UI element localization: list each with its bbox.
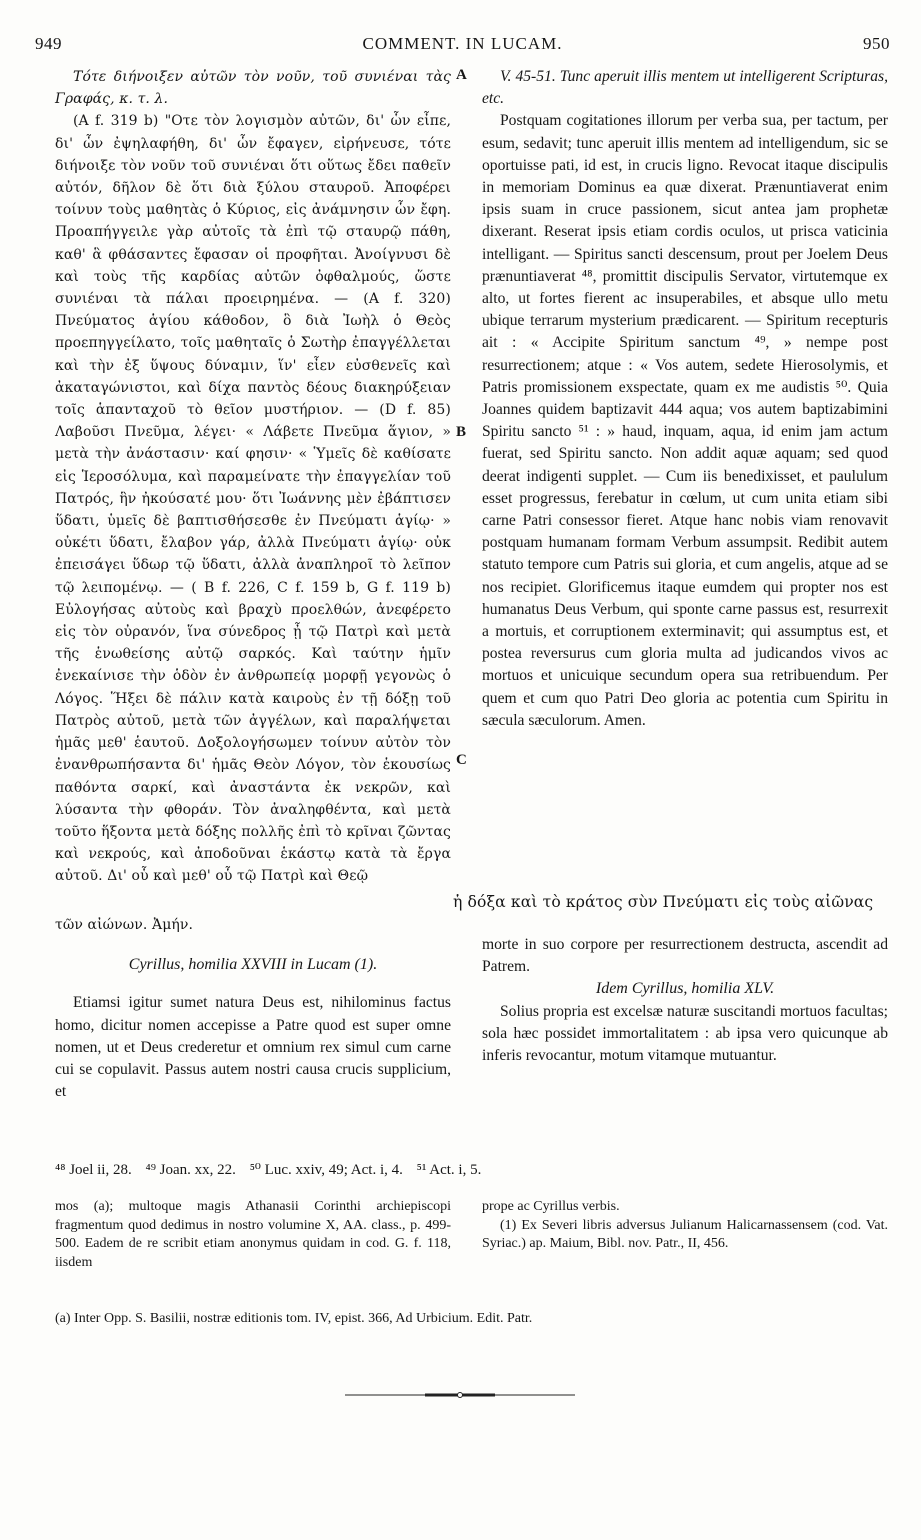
- left-column-lower: [55, 914, 451, 1103]
- latin-lemma: V. 45-51. Tunc aperuit illis mentem ut intelligerent Scripturas, etc.: [482, 68, 888, 108]
- margin-mark-c: C: [456, 752, 467, 768]
- greek-doxology-end: τῶν αἰώνων. Ἀμήν.: [55, 917, 194, 933]
- running-header: [35, 34, 890, 58]
- footnote-left: [55, 1198, 451, 1272]
- latin-continuation: morte in suo corpore per resurrectionem destructa, ascendit ad Patrem.: [482, 936, 888, 976]
- editor-note-text: (a) Inter Opp. S. Basilii, nostræ editionis tom. IV, epist. 366, Ad Urbicium. Edit. Patr.: [55, 1311, 533, 1326]
- latin-commentary: Postquam cogitationes illorum per verba sua, per tactum, per esum, sedavit; tunc aperuit illis mentem ad intelligendum, sic se oportuisse pati, id est, in crucis ligno. Revocat itaque discipulis in memoriam Dominus ea quæ dixerat. Prænuntiaverat enim ipsis suam in cruce passionem, sicut antea jam prophetæ dixerant. Reserat ipsis etiam cordis oculos, ut prisca vaticinia intelligant. — Spiritus sancti descensum, prout per Joelem Deus prænuntiaverat ⁴⁸, promittit discipulis Servator, virtutemque ex alto, ut fortes fierent ac insuperabiles, et absque ullo metu ubique terrarum mysterium prædicarent. — Spiritum recepturis ait : « Accipite Spiritum sanctum ⁴⁹, » nempe post resurrectionem; atque : « Vos autem, sedete Hierosolymis, et Patris promissionem exspectate, quam ex me audistis ⁵⁰. Quia Joannes quidem baptizavit 444 aqua; vos autem baptizabimini Spiritu sancto ⁵¹ : » haud, inquam, aqua, id enim jam actum fuerat, sed Spiritu sancto. Non addit aquæ aquam; sed quod deerat indigenti supplet. — Cum iis benedixisset, et paululum esset progressus, ferebatur in cœlum, ut cum unita etiam sibi carne Patri consessor fieret. Atque hanc nobis viam renovavit postquam humanam formam Verbum assumpsit. Redibit autem statuto tempore cum Patris sui gloria, et cum angelis, atque ad se nos recipiet. Glorificemus itaque eumdem qui propter nos est humanatus Deus Verbum, qui sponte carne passus est, resurrexit a mortuis, et corruptionem exterminavit; qui assumptus est, et postea reversurus cum gloria multa ad judicandos vivos ac mortuos et unicuique secundum opera sua retribuendum. Per quem et cum quo Patri Deo gloria ac potentia cum Spiritu in sæcula sæculorum. Amen.: [482, 112, 888, 729]
- editor-note: [55, 1310, 891, 1329]
- section-heading-cyril-28: Cyrillus, homilia XXVIII in Lucam (1).: [128, 956, 378, 974]
- footnote-left-text: mos (a); multoque magis Athanasii Corinthi archiepiscopi fragmentum quod dedimus in nostro volumine X, AA. class., p. 499-500. Eadem de re scribit etiam anonymus quidam in cod. G. f. 118, iisdem: [55, 1199, 451, 1270]
- left-column: [55, 66, 451, 888]
- scripture-note: ⁴⁹ Joan. xx, 22.: [145, 1162, 236, 1178]
- page-title: COMMENT. IN LUCAM.: [362, 34, 563, 53]
- scripture-note: ⁴⁸ Joel ii, 28.: [55, 1162, 132, 1178]
- footnote-right-continuation: prope ac Cyrillus verbis.: [482, 1199, 620, 1214]
- section-heading-cyril-45: Idem Cyrillus, homilia XLV.: [595, 980, 775, 998]
- latin-cyril-45: Solius propria est excelsæ naturæ suscitandi mortuos facultas; sola hæc possidet immortalitatem : ab ipsa vero quicunque ab inferis revocantur, motum vitamque mutuantur.: [482, 1002, 888, 1065]
- scripture-note: ⁵¹ Act. i, 5.: [416, 1162, 482, 1178]
- footnote-1: (1) Ex Severi libris adversus Julianum Halicarnassensem (cod. Vat. Syriac.) ap. Maium, Bibl. nov. Patr., II, 456.: [482, 1217, 888, 1251]
- ornamental-rule: [345, 1392, 575, 1398]
- margin-mark-b: B: [456, 424, 467, 440]
- greek-lemma: Τότε διήνοιξεν αὐτῶν τὸν νοῦν, τοῦ συνιέναι τὰς Γραφάς, κ. τ. λ.: [55, 69, 451, 108]
- right-column-lower: [482, 934, 888, 1067]
- right-column: [482, 66, 888, 732]
- greek-spill-right: ἡ δόξα καὶ τὸ κράτος σὺν Πνεύματι εἰς τοὺς αἰῶνας: [453, 893, 874, 911]
- scripture-references: [55, 1160, 891, 1179]
- right-page-number: 950: [863, 34, 890, 53]
- left-page-number: 949: [35, 34, 62, 53]
- latin-cyril-28: Etiamsi igitur sumet natura Deus est, nihilominus factus homo, dicitur nomen accepisse a Patre quod est super omne nomen, ut et Deus crederetur et omnium rex simul cum carne cui se copulavit. Passus autem nostri causa crucis supplicium, et: [55, 994, 451, 1101]
- greek-commentary: (A f. 319 b) "Οτε τὸν λογισμὸν αὐτῶν, δι' ὧν εἶπε, δι' ὧν ἐψηλαφήθη, δι' ὧν ἔφαγεν, εἰρήνευσε, τότε διήνοιξε τὸν νοῦν τοῦ συνιέναι ὅτι οὕτως ἔδει παθεῖν αὐτόν, δῆλον δὲ ὅτι διὰ ξύλου σταυροῦ. Ἀποφέρει τοίνυν τοὺς μαθητὰς ὁ Κύριος, εἰς ἀνάμνησιν ὧν ἔφη. Προαπήγγειλε γὰρ αὐτοῖς τὰ ἐπὶ τῷ σταυρῷ πάθη, καθ' ἃ φθάσαντες ἔφασαν οἱ προφῆται. Ἀνοίγνυσι δὲ καὶ τοὺς τῆς καρδίας αὐτῶν ὀφθαλμούς, ὥστε συνιέναι τὰ πάλαι προειρημένα. — (A f. 320) Πνεύματος ἁγίου κάθοδον, ὃ διὰ Ἰωὴλ ὁ Θεὸς προεπηγγείλατο, τοῖς μαθηταῖς ὁ Σωτὴρ ἐπαγγέλλεται καὶ τὴν ἐξ ὕψους δύναμιν, ἵν' εἶεν εὐσθενεῖς καὶ ἀκαταγώνιστοι, καὶ δίχα παντὸς δέους διακηρύξειαν τοῖς ἁπανταχοῦ τὸ θεῖον μυστήριον. — (D f. 85) Λαβοῦσι Πνεῦμα, λέγει· « Λάβετε Πνεῦμα ἅγιον, » μετὰ τὴν ἀνάστασιν· καί φησιν· « Ὑμεῖς δὲ καθίσατε εἰς Ἱεροσόλυμα, καὶ παραμείνατε τὴν ἐπαγγελίαν τοῦ Πατρός, ἣν ἠκούσατέ μου· ὅτι Ἰωάννης μὲν ἐβάπτισεν ὕδατι, ὑμεῖς δὲ βαπτισθήσεσθε ἐν Πνεύματι ἁγίῳ· » οὐκέτι ὕδατι, ἔλαβον γάρ, ἀλλὰ Πνεύματι ἁγίῳ· οὐκ ἐπεισάγει ὕδωρ τῷ ὕδατι, ἀλλὰ ἀναπληροῖ τὸ λεῖπον τῷ λειπομένῳ. — ( B f. 226, C f. 159 b, G f. 119 b) Εὐλογήσας αὐτοὺς καὶ βραχὺ προελθών, ἀνεφέρετο εἰς τὸν οὐρανόν, ἵνα σύνεδρος ᾖ τῷ Πατρὶ καὶ μετὰ τῆς ἑνωθείσης αὐτῷ σαρκός. Καὶ ταύτην ἡμῖν ἐνεκαίνισε τὴν ὁδὸν ἐν ἀνθρωπείᾳ μορφῇ γεγονὼς ὁ Λόγος. Ἥξει δὲ πάλιν κατὰ καιροὺς ἐν τῇ δόξῃ τοῦ Πατρὸς αὐτοῦ, μετὰ τῶν ἀγγέλων, καὶ παραλήψεται ἡμᾶς μεθ' ἑαυτοῦ. Δοξολογήσωμεν τοίνυν αὐτὸν τὸν ἐνανθρωπήσαντα δι' ἡμᾶς Θεὸν Λόγον, τὸν ἑκουσίως παθόντα σαρκί, καὶ ἀναστάντα ἐκ νεκρῶν, καὶ λύσαντα τὴν φθοράν. Τὸν ἀναληφθέντα, καὶ μετὰ τοῦτο ἥξοντα μετὰ δόξης πολλῆς ἐπὶ τὸ κρῖναι ζῶντας καὶ νεκρούς, καὶ ἀποδοῦναι ἑκάστῳ κατὰ τὰ ἔργα αὐτοῦ. Δι' οὗ καὶ μεθ' οὗ τῷ Πατρὶ καὶ Θεῷ: [55, 113, 451, 885]
- footnote-right: [482, 1198, 888, 1254]
- scripture-note: ⁵⁰ Luc. xxiv, 49; Act. i, 4.: [249, 1162, 403, 1178]
- margin-mark-a: A: [456, 67, 467, 83]
